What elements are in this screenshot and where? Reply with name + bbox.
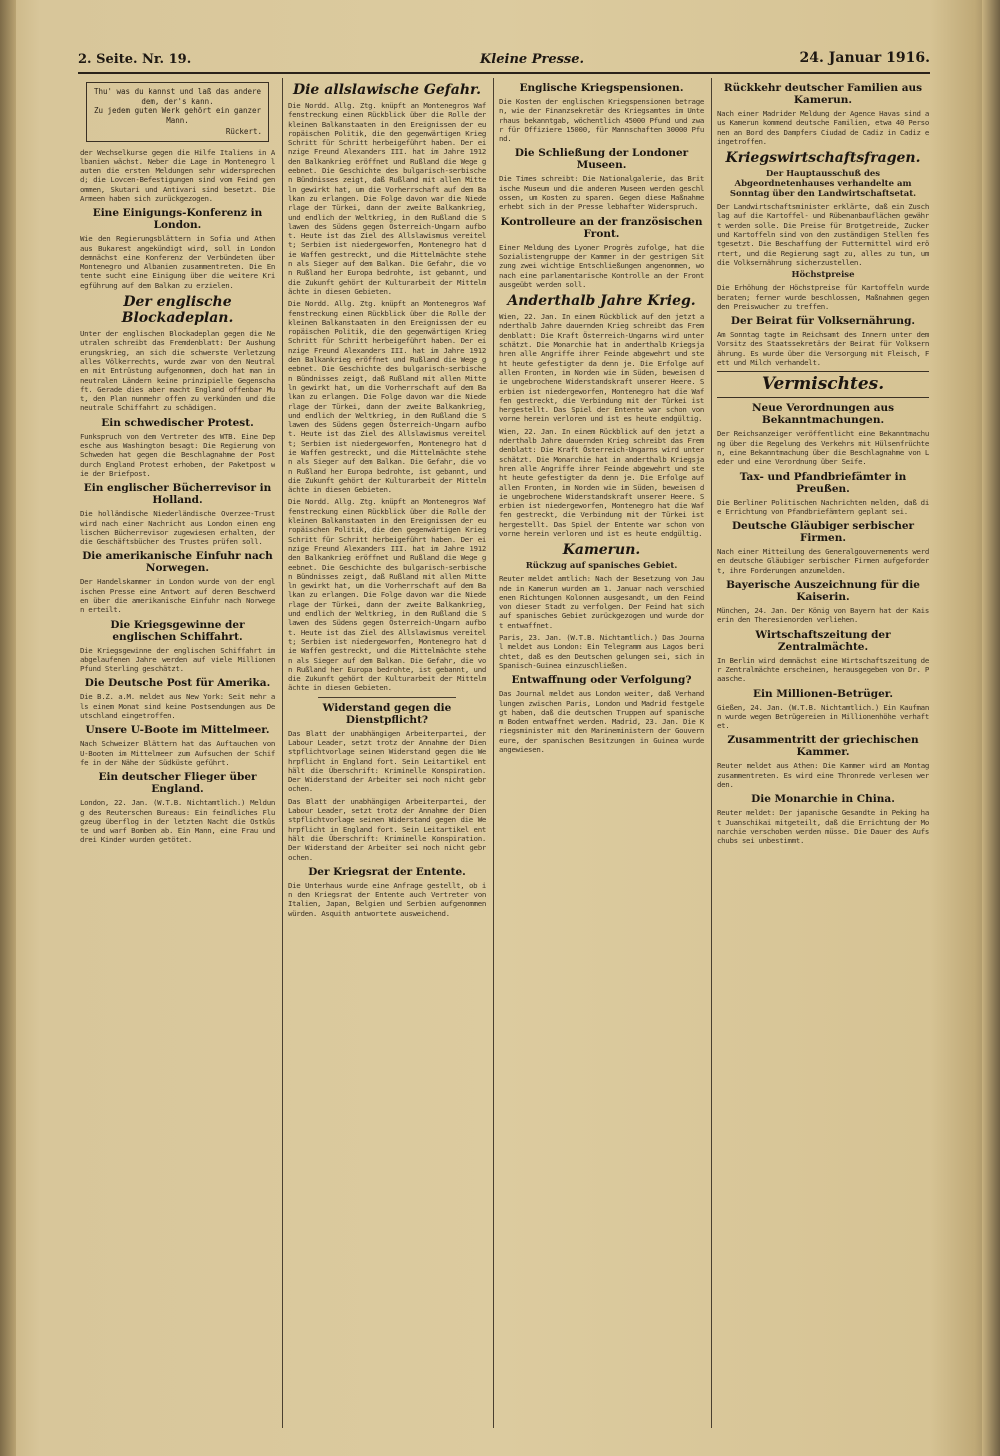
article-text: Die Erhöhung der Höchstpreise für Kartoffeln wurde beraten; ferner wurde beschlossen, Maßnahmen gegen den Preiswucher zu treffen. <box>717 283 929 311</box>
article-text: Die Kriegsgewinne der englischen Schiffahrt im abgelaufenen Jahre werden auf viele Millionen Pfund Sterling geschätzt. <box>80 645 275 674</box>
article-text: Nach einer Mitteilung des Generalgouvernements werden deutsche Gläubiger serbischer Firmen aufgefordert, ihre Forderungen anzumelden. <box>717 547 929 575</box>
article-subheading: Rückzug auf spanisches Gebiet. <box>525 561 678 572</box>
article-text: Einer Meldung des Lyoner Progrès zufolge, hat die Sozialistengruppe der Kammer in der gestrigen Sitzung zwei wichtige Entschließungen angenommen, wonach eine parlamentarische Kontrolle an der Front ausgeübt werden soll. <box>499 242 704 289</box>
page-binding <box>0 0 16 1456</box>
article-text: der Wechselkurse gegen die Hilfe Italiens in Albanien wächst. Neber die Lage in Montenegro lauten die ersten Meldungen sehr widersprechend; die Lovcen-Befestigungen sind vom Feind genommen, Skutari und Antivari sind besetzt. Die Armeen haben sich zurückgezogen. <box>80 147 275 203</box>
motto-line: Thu' was du kannst und laß das andere dem, der's kann. <box>93 87 262 106</box>
article-heading: Rückkehr deutscher Familien aus Kamerun. <box>723 82 923 106</box>
article-heading: Unsere U-Boote im Mittelmeer. <box>85 724 270 737</box>
article-text: Die Nordd. Allg. Ztg. knüpft an Montenegros Waffenstreckung einen Rückblick über die Rolle der kleinen Balkanstaaten in den Ereignissen der europäischen Politik, die den gegenwärtigen Krieg Schritt für Schritt herbeigeführt haben. Der einzige Freund Alexanders III. hat im Jahre 1912 den Balkankrieg eröffnet und Rußland die Wege geebnet. Die Geschichte des bulgarisch-serbischen Bündnisses zeigt, daß Rußland mit allen Mitteln gewirkt hat, um die Vorherrschaft auf dem Balkan zu erlangen. Die Folge davon war die Niederlage der Türkei, dann der zweite Balkankrieg, und endlich der Weltkrieg, in dem Rußland die Slawen des Südens gegen Österreich-Ungarn aufbot. Heute ist das Ziel des Allslawismus vereitelt; Serbien ist niedergeworfen, Montenegro hat die Waffen gestreckt, und die Mittelmächte stehen als Sieger auf dem Balkan. Die Gefahr, die von Rußland her Europa bedrohte, ist gebannt, und die Zukunft gehört der Kulturarbeit der Mittelmächte in diesen Gebieten. <box>288 101 486 296</box>
article-heading: Anderthalb Jahre Krieg. <box>507 293 696 310</box>
article-heading: Widerstand gegen die Dienstpflicht? <box>322 701 452 726</box>
article-text: Der Landwirtschaftsminister erklärte, daß ein Zuschlag auf die Kartoffel- und Rübenanbauflächen gewährt werden solle. Die Preise für Brotgetreide, Zucker und Kartoffeln sind von den zuständigen Stellen festgesetzt. Die Beschaffung der Futtermittel wird erörtert, und die Regierung sagt zu, alles zu tun, um die Volksernährung sicherzustellen. <box>717 202 929 267</box>
page-header <box>78 50 930 74</box>
column-2 <box>288 78 486 1428</box>
article-text: Am Sonntag tagte im Reichsamt des Innern unter dem Vorsitz des Staatssekretärs der Beirat für Volksernährung. Es wurde über die Versorgung mit Fleisch, Fett und Milch verhandelt. <box>717 330 929 368</box>
article-text: Reuter meldet: Der japanische Gesandte in Peking hat Juanschikai mitgeteilt, daß die Errichtung der Monarchie verschoben werden müsse. Die Dauer des Aufschubs sei unbestimmt. <box>717 808 929 846</box>
article-heading: Der Beirat für Volksernährung. <box>730 315 916 328</box>
article-heading: Die amerikanische Einfuhr nach Norwegen. <box>82 550 273 575</box>
article-heading: Englische Kriegspensionen. <box>519 82 684 94</box>
article-heading: Der Kriegsrat der Entente. <box>308 865 466 878</box>
article-text: Unter der englischen Blockadeplan gegen die Neutralen schreibt das Fremdenblatt: Der Aushungerungskrieg, an sich die schwerste Verletzung alles Völkerrechts, wurde zwar von den Neutralen mit Entrüstung aufgenommen, doch hat man in neutralen Ländern keine prinzipielle Gegenschaft. Gerade dies aber macht England offenbar Mut, den Plan nunmehr offen zu verkünden und die neutrale Schiffahrt zu schädigen. <box>80 329 275 413</box>
article-heading: Ein deutscher Flieger über England. <box>98 771 257 796</box>
motto-line: Zu jedem guten Werk gehört ein ganzer Mann. <box>93 106 262 125</box>
article-text: Funkspruch von dem Vertreter des WTB. Eine Depesche aus Washington besagt: Die Regierung von Schweden hat gegen die Beschlagnahme der Post durch England Protest erhoben, der Paketpost wie der Briefpost. <box>80 431 275 478</box>
article-heading: Ein englischer Bücherrevisor in Holland. <box>83 482 272 507</box>
article-heading: Die allslawische Gefahr. <box>292 82 482 98</box>
article-text: Die Berliner Politischen Nachrichten melden, daß die Errichtung von Pfandbriefämtern geplant sei. <box>717 497 929 516</box>
article-heading: Die Kriegsgewinne der englischen Schiffahrt. <box>110 618 245 643</box>
article-text: Das Journal meldet aus London weiter, daß Verhandlungen zwischen Paris, London und Madrid festgelegt haben, daß die deutschen Truppen auf spanischem Boden entwaffnet werden. Madrid, 23. Jan. Die Kriegsminister mit den Marineministern der Gouverneure, der spanischen Besitzungen in Guinea wurde angewiesen. <box>499 689 704 755</box>
article-heading: Die Monarchie in China. <box>751 793 895 806</box>
column-divider <box>282 78 283 1428</box>
page-number: 2. Seite. Nr. 19. <box>78 52 192 67</box>
article-text: Die Nordd. Allg. Ztg. knüpft an Montenegros Waffenstreckung einen Rückblick über die Rolle der kleinen Balkanstaaten in den Ereignissen der europäischen Politik, die den gegenwärtigen Krieg Schritt für Schritt herbeigeführt haben. Der einzige Freund Alexanders III. hat im Jahre 1912 den Balkankrieg eröffnet und Rußland die Wege geebnet. Die Geschichte des bulgarisch-serbischen Bündnisses zeigt, daß Rußland mit allen Mitteln gewirkt hat, um die Vorherrschaft auf dem Balkan zu erlangen. Die Folge davon war die Niederlage der Türkei, dann der zweite Balkankrieg, und endlich der Weltkrieg, in dem Rußland die Slawen des Südens gegen Österreich-Ungarn aufbot. Heute ist das Ziel des Allslawismus vereitelt; Serbien ist niedergeworfen, Montenegro hat die Waffen gestreckt, und die Mittelmächte stehen als Sieger auf dem Balkan. Die Gefahr, die von Rußland her Europa bedrohte, ist gebannt, und die Zukunft gehört der Kulturarbeit der Mittelmächte in diesen Gebieten. <box>288 299 486 495</box>
column-4 <box>717 78 929 1428</box>
article-text: München, 24. Jan. Der König von Bayern hat der Kaiserin den Theresienorden verliehen. <box>717 606 929 625</box>
article-text: Die holländische Niederländische Overzee-Trust wird nach einer Nachricht aus London einen englischen Bücherrevisor zugewiesen erhalten, der die Geschäftsbücher des Trustes prüfen soll. <box>80 509 275 547</box>
article-text: Das Blatt der unabhängigen Arbeiterpartei, der Labour Leader, setzt trotz der Annahme der Dienstpflichtvorlage seinen Widerstand gegen die Wehrpflicht in England fort. Sein Leitartikel enthält die Überschrift: Kriminelle Konspiration. Der Widerstand der Arbeiter sei noch nicht gebrochen. <box>288 796 486 862</box>
article-heading: Bayerische Auszeichnung für die Kaiserin. <box>726 579 920 604</box>
article-heading: Kamerun. <box>562 542 641 559</box>
article-text: Gießen, 24. Jan. (W.T.B. Nichtamtlich.) Ein Kaufmann wurde wegen Betrügereien in Millionenhöhe verhaftet. <box>717 702 929 731</box>
column-1 <box>80 78 275 1428</box>
article-subheading: Höchstpreise <box>791 270 855 281</box>
article-heading: Ein Millionen-Betrüger. <box>753 687 893 700</box>
column-divider <box>711 78 712 1428</box>
article-text: Nach einer Madrider Meldung der Agence Havas sind aus Kamerun kommend deutsche Familien, etwa 40 Personen an Bord des Dampfers Ciudad de Cadiz in Cadiz eingetroffen. <box>717 109 929 146</box>
column-3 <box>499 78 704 1428</box>
article-heading: Wirtschaftszeitung der Zentralmächte. <box>755 628 891 653</box>
section-heading: Vermischtes. <box>717 371 929 398</box>
issue-date: 24. Januar 1916. <box>799 50 930 66</box>
article-text: London, 22. Jan. (W.T.B. Nichtamtlich.) Meldung des Reuterschen Bureaus: Ein feindliches Flugzeug überflog in der letzten Nacht die Ostküste und warf Bomben ab. Ein Mann, eine Frau und drei Kinder wurden getötet. <box>80 798 275 845</box>
article-heading: Deutsche Gläubiger serbischer Firmen. <box>731 520 915 545</box>
column-divider <box>493 78 494 1428</box>
article-text: Wien, 22. Jan. In einem Rückblick auf den jetzt anderthalb Jahre dauernden Krieg schreibt das Fremdenblatt: Die Kraft Österreich-Ungarns wird unterschätzt. Die Monarchie hat in anderthalb Kriegsjahren alle Angriffe ihrer Feinde abgewehrt und steht heute gefestigter da denn je. Die Erfolge auf allen Fronten, im Norden wie im Süden, beweisen die ungebrochene Widerstandskraft unserer Heere. Serbien ist niedergeworfen, Montenegro hat die Waffen gestreckt, die Verbindung mit der Türkei ist hergestellt. Das Spiel der Entente war schon von vorne herein verloren und ist es heute endgültig. <box>499 312 704 424</box>
article-text: Paris, 23. Jan. (W.T.B. Nichtamtlich.) Das Journal meldet aus London: Ein Telegramm aus Lagos berichtet, daß es den Deutschen gelungen sei, sich in Spanisch-Guinea einzuschließen. <box>499 633 704 670</box>
article-heading: Entwaffnung oder Verfolgung? <box>511 674 692 687</box>
article-text: Nach Schweizer Blättern hat das Auftauchen von U-Booten im Mittelmeer zum Aufsuchen der Schiffe in der Nähe der Südküste geführt. <box>80 739 275 767</box>
article-text: Reuter meldet aus Athen: Die Kammer wird am Montag zusammentreten. Es wird eine Thronrede verlesen werden. <box>717 761 929 789</box>
article-text: Die Times schreibt: Die Nationalgalerie, das Britische Museum und die anderen Museen werden geschlossen, um Kosten zu sparen. Gegen diese Maßnahme erhebt sich in der Presse lebhafter Widerspruch. <box>499 174 704 212</box>
motto-box <box>86 82 269 142</box>
article-text: Wien, 22. Jan. In einem Rückblick auf den jetzt anderthalb Jahre dauernden Krieg schreibt das Fremdenblatt: Die Kraft Österreich-Ungarns wird unterschätzt. Die Monarchie hat in anderthalb Kriegsjahren alle Angriffe ihrer Feinde abgewehrt und steht heute gefestigter da denn je. Die Erfolge auf allen Fronten, im Norden wie im Süden, beweisen die ungebrochene Widerstandskraft unserer Heere. Serbien ist niedergeworfen, Montenegro hat die Waffen gestreckt, die Verbindung mit der Türkei ist hergestellt. Das Spiel der Entente war schon von vorne herein verloren und ist es heute endgültig. <box>499 426 704 538</box>
page-edge <box>982 0 1000 1456</box>
article-text: Wie den Regierungsblättern in Sofia und Athen aus Bukarest angekündigt wird, soll in London demnächst eine Konferenz der Verbündeten über Montenegro und Albanien zusammentreten. Die Entente sucht eine Einigung über die weitere Kriegführung auf dem Balkan zu erzielen. <box>80 234 275 290</box>
motto-author: Rückert. <box>225 127 262 136</box>
article-heading: Zusammentritt der griechischen Kammer. <box>727 734 919 759</box>
article-heading: Eine Einigungs-Konferenz in London. <box>92 207 263 232</box>
article-text: In Berlin wird demnächst eine Wirtschaftszeitung der Zentralmächte erscheinen, herausgegeben von Dr. Paasche. <box>717 655 929 684</box>
article-text: Die B.Z. a.M. meldet aus New York: Seit mehr als einem Monat sind keine Postsendungen aus Deutschland eingetroffen. <box>80 692 275 721</box>
article-heading: Die Schließung der Londoner Museen. <box>514 147 689 172</box>
article-text: Der Handelskammer in London wurde von der englischen Presse eine Antwort auf deren Beschwerden über die amerikanische Einfuhr nach Norwegen erteilt. <box>80 577 275 615</box>
article-text: Reuter meldet amtlich: Nach der Besetzung von Jaunde in Kamerun wurden am 1. Januar nach verschiedenen Richtungen Kolonnen ausgesandt, um den Feind von dieser Stadt zu verfolgen. Der Feind hat sich auf spanisches Gebiet zurückgezogen und wurde dort entwaffnet. <box>499 574 704 630</box>
article-text: Die Kosten der englischen Kriegspensionen betragen, wie der Finanzsekretär des Kriegsamtes im Unterhaus bekanntgab, wöchentlich 45000 Pfund und zwar für Offiziere 15000, für Mannschaften 30000 Pfund. <box>499 97 704 144</box>
article-heading: Kriegswirtschaftsfragen. <box>725 150 921 167</box>
article-heading: Tax- und Pfandbriefämter in Preußen. <box>739 470 907 495</box>
article-subheading: Der Hauptausschuß des Abgeordnetenhauses verhandelte am Sonntag über den Landwirtschaftsetat. <box>729 169 917 200</box>
article-heading: Neue Verordnungen aus Bekanntmachungen. <box>751 402 895 427</box>
article-heading: Kontrolleure an der französischen Front. <box>500 215 703 240</box>
article-text: Die Unterhaus wurde eine Anfrage gestellt, ob in den Kriegsrat der Entente auch Vertreter von Italien, Japan, Belgien und Serbien aufgenommen würden. Asquith antwortete ausweichend. <box>288 880 486 918</box>
article-text: Der Reichsanzeiger veröffentlicht eine Bekanntmachung über die Regelung des Verkehrs mit Hülsenfrüchten, eine Bekanntmachung über die Beschlagnahme von Leder und eine Verordnung über Seife. <box>717 429 929 467</box>
article-heading: Die Deutsche Post für Amerika. <box>84 677 271 690</box>
article-heading: Ein schwedischer Protest. <box>101 416 254 429</box>
article-text: Das Blatt der unabhängigen Arbeiterpartei, der Labour Leader, setzt trotz der Annahme der Dienstpflichtvorlage seinen Widerstand gegen die Wehrpflicht in England fort. Sein Leitartikel enthält die Überschrift: Kriminelle Konspiration. Der Widerstand der Arbeiter sei noch nicht gebrochen. <box>288 728 486 794</box>
article-heading: Der englische Blockadeplan. <box>121 294 234 327</box>
article-text: Die Nordd. Allg. Ztg. knüpft an Montenegros Waffenstreckung einen Rückblick über die Rolle der kleinen Balkanstaaten in den Ereignissen der europäischen Politik, die den gegenwärtigen Krieg Schritt für Schritt herbeigeführt haben. Der einzige Freund Alexanders III. hat im Jahre 1912 den Balkankrieg eröffnet und Rußland die Wege geebnet. Die Geschichte des bulgarisch-serbischen Bündnisses zeigt, daß Rußland mit allen Mitteln gewirkt hat, um die Vorherrschaft auf dem Balkan zu erlangen. Die Folge davon war die Niederlage der Türkei, dann der zweite Balkankrieg, und endlich der Weltkrieg, in dem Rußland die Slawen des Südens gegen Österreich-Ungarn aufbot. Heute ist das Ziel des Allslawismus vereitelt; Serbien ist niedergeworfen, Montenegro hat die Waffen gestreckt, und die Mittelmächte stehen als Sieger auf dem Balkan. Die Gefahr, die von Rußland her Europa bedrohte, ist gebannt, und die Zukunft gehört der Kulturarbeit der Mittelmächte in diesen Gebieten. <box>288 497 486 693</box>
article-separator <box>318 697 456 698</box>
newspaper-title: Kleine Presse. <box>480 52 585 67</box>
